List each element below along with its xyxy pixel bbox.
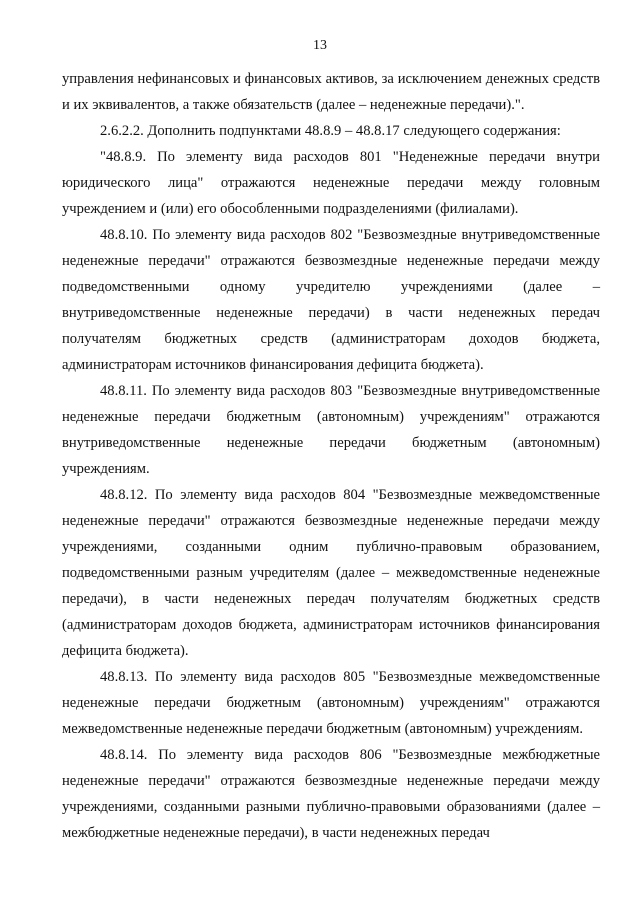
paragraph-amendment-2-6-2-2: 2.6.2.2. Дополнить подпунктами 48.8.9 – 48.8.17 следующего содержания:	[100, 123, 561, 139]
paragraph-48-8-13: 48.8.13. По элементу вида расходов 805 "Безвозмездные межведомственные неденежные передачи бюджетным (автономным) учреждениям" отражаются межведомственные неденежные передачи бюджетным (автономным) учреждениям.	[62, 669, 600, 737]
paragraph-48-8-9: "48.8.9. По элементу вида расходов 801 "Неденежные передачи внутри юридического лица" отражаются неденежные передачи между головным учреждением и (или) его обособленными подразделениями (филиалами).	[62, 149, 600, 217]
page-number: 13	[313, 38, 327, 53]
paragraph-48-8-14: 48.8.14. По элементу вида расходов 806 "Безвозмездные межбюджетные неденежные передачи" отражаются безвозмездные неденежные передачи между учреждениями, созданными разными публично-правовыми образованиями (далее – межбюджетные неденежные передачи), в части неденежных передач	[62, 747, 600, 841]
paragraph-continuation: управления нефинансовых и финансовых активов, за исключением денежных средств и их эквивалентов, а также обязательств (далее – неденежные передачи).".	[62, 71, 600, 113]
paragraph-48-8-11: 48.8.11. По элементу вида расходов 803 "Безвозмездные внутриведомственные неденежные передачи бюджетным (автономным) учреждениям" отражаются внутриведомственные неденежные передачи бюджетным (автономным) учреждениям.	[62, 383, 600, 477]
document-body	[62, 66, 600, 846]
paragraph-48-8-12: 48.8.12. По элементу вида расходов 804 "Безвозмездные межведомственные неденежные передачи" отражаются безвозмездные неденежные передачи между учреждениями, созданными одним публично-правовым образованием, подведомственными разным учредителям (далее – межведомственные неденежные передачи), в части неденежных передач получателям бюджетных средств (администраторам доходов бюджета, администраторам источников финансирования дефицита бюджета).	[62, 487, 600, 659]
paragraph-48-8-10: 48.8.10. По элементу вида расходов 802 "Безвозмездные внутриведомственные неденежные передачи" отражаются безвозмездные неденежные передачи между подведомственными одному учредителю учреждениями (далее – внутриведомственные неденежные передачи) в части неденежных передач получателям бюджетных средств (администраторам доходов бюджета, администраторам источников финансирования дефицита бюджета).	[62, 227, 600, 373]
